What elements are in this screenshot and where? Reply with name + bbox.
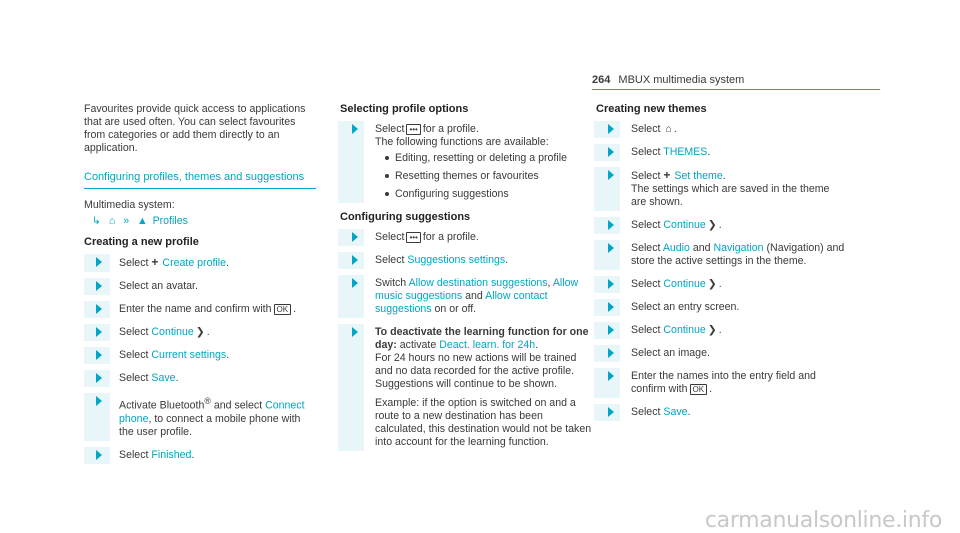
step-select-avatar: Select an avatar. (84, 280, 316, 293)
step-finished: Select Finished. (84, 449, 316, 462)
deact-text-1: For 24 hours no new actions will be trained and no data recorded for the active profile. Suggestions will continue to be shown. (375, 352, 577, 390)
allow-destination-link[interactable]: Allow destination suggestions (408, 277, 548, 289)
home-icon: ⌂ (665, 123, 672, 135)
set-theme-text: The settings which are saved in the theme are shown. (631, 183, 830, 208)
step-arrow-icon (352, 124, 358, 134)
themes-link[interactable]: THEMES (663, 146, 708, 158)
step-arrow-icon (352, 278, 358, 288)
step-arrow-icon (96, 396, 102, 406)
step-arrow-icon (352, 255, 358, 265)
path-profiles: Profiles (152, 215, 188, 227)
step-arrow-icon (608, 170, 614, 180)
step-more-options: Select ••• for a profile. The following functions are available: Editing, resetting or deleting a profile Resetting themes or favourites Configuring suggestions (340, 123, 592, 201)
step-arrow-icon (96, 450, 102, 460)
intro-text: Favourites provide quick access to applications that are used often. You can select favourites from categories or add them directly to an application. (84, 103, 306, 154)
continue-link[interactable]: Continue (663, 219, 706, 231)
step-enter-names: Enter the names into the entry field and confirm with OK . (596, 370, 846, 396)
suggestions-settings-link[interactable]: Suggestions settings (407, 254, 506, 266)
header-rule (592, 89, 880, 90)
chevron-right-icon: ❯ (707, 324, 717, 336)
step-arrow-icon (96, 327, 102, 337)
step-continue: Select Continue ❯ . (84, 326, 316, 339)
column-1 (84, 103, 316, 472)
finished-link[interactable]: Finished (151, 448, 192, 461)
path-label: Multimedia system: (84, 199, 175, 211)
step-arrow-icon (96, 281, 102, 291)
step-arrow-icon (96, 373, 102, 383)
step-audio-navigation: Select Audio and Navigation (Navigation) and store the active settings in the theme. (596, 242, 846, 268)
step-home: Select ⌂ . (596, 123, 846, 136)
step-entry-screen: Select an entry screen. (596, 301, 846, 314)
list-item: Resetting themes or favourites (385, 170, 592, 183)
plus-icon: + (663, 168, 671, 182)
chevron-right-icon: ❯ (707, 219, 717, 231)
allow-music-link[interactable]: Allow music suggestions (375, 277, 579, 302)
step-arrow-icon (96, 257, 102, 267)
person-icon: ▲ (137, 215, 148, 227)
step-save-theme: Select Save. (596, 406, 846, 419)
step-arrow-icon (96, 350, 102, 360)
step-bluetooth: Activate Bluetooth® and select Connect phone, to connect a mobile phone with the user profile. (84, 395, 316, 439)
step-continue-2: Select Continue ❯ . (596, 278, 846, 291)
double-chevron-icon: » (123, 215, 130, 227)
more-dots-icon: ••• (406, 232, 420, 243)
allow-contact-link[interactable]: Allow contact suggestions (375, 290, 548, 315)
save-link[interactable]: Save (151, 372, 176, 384)
continue-link[interactable]: Continue (151, 326, 194, 338)
step-arrow-icon (608, 220, 614, 230)
ok-key: OK (274, 304, 292, 315)
step-save: Select Save. (84, 372, 316, 385)
step-arrow-icon (608, 124, 614, 134)
step-create-profile: Select + Create profile. (84, 256, 316, 270)
connect-phone-link[interactable]: Connect phone (119, 399, 305, 425)
deact-text-2: Example: if the option is switched on and a route to a new destination has been calculated, this destination would not be taken into account for the learning function. (375, 397, 592, 448)
watermark: carmanualsonline.info (704, 508, 942, 533)
step-arrow-icon (608, 243, 614, 253)
continue-link[interactable]: Continue (663, 324, 706, 336)
step-arrow-icon (608, 279, 614, 289)
more-dots-icon: ••• (406, 124, 420, 135)
step-switch-suggestions: Switch Allow destination suggestions, Allow music suggestions and Allow contact suggestions on or off. (340, 277, 592, 316)
new-themes-heading: Creating new themes (596, 103, 707, 115)
set-theme-link[interactable]: Set theme (674, 170, 723, 182)
create-profile-heading: Creating a new profile (84, 236, 199, 248)
step-select-image: Select an image. (596, 347, 846, 360)
configuring-suggestions-heading: Configuring suggestions (340, 211, 471, 223)
functions-list (385, 152, 592, 201)
step-enter-name: Enter the name and confirm with OK . (84, 303, 316, 316)
step-current-settings: Select Current settings. (84, 349, 316, 362)
deact-learn-link[interactable]: Deact. learn. for 24h (439, 339, 536, 351)
step-themes: Select THEMES. (596, 146, 846, 159)
path-arrow-icon: ↳ (92, 215, 101, 227)
chevron-right-icon: ❯ (707, 278, 717, 290)
step-arrow-icon (608, 325, 614, 335)
step-suggestions-settings: Select Suggestions settings. (340, 254, 592, 267)
page-header (592, 74, 744, 87)
ok-key: OK (690, 384, 708, 395)
step-deactivate-learning: To deactivate the learning function for one day: activate Deact. learn. for 24h. For 24 hours no new actions will be trained and no data recorded for the active profile. Suggestions will continue to be shown. Example: if the option is switched on and a route to a new destination has been calculated, this destination would not be taken into account for the learning function. (340, 326, 592, 449)
step-set-theme: Select + Set theme. The settings which are saved in the theme are shown. (596, 169, 846, 209)
section-title: Configuring profiles, themes and suggestions (84, 171, 316, 189)
step-arrow-icon (352, 232, 358, 242)
list-item: Editing, resetting or deleting a profile (385, 152, 592, 165)
step-arrow-icon (352, 327, 358, 337)
navigation-link[interactable]: Navigation (713, 242, 764, 254)
page-number: 264 (592, 74, 611, 86)
list-item: Configuring suggestions (385, 188, 592, 201)
column-3 (596, 103, 846, 429)
step-arrow-icon (608, 407, 614, 417)
profile-options-heading: Selecting profile options (340, 103, 469, 115)
step-arrow-icon (608, 371, 614, 381)
plus-icon: + (151, 255, 159, 269)
current-settings-link[interactable]: Current settings (151, 349, 227, 361)
menu-path (92, 215, 316, 228)
step-continue-1: Select Continue ❯ . (596, 219, 846, 232)
step-arrow-icon (96, 304, 102, 314)
step-arrow-icon (608, 348, 614, 358)
chevron-right-icon: ❯ (195, 326, 205, 338)
column-2 (340, 103, 592, 459)
create-profile-link[interactable]: Create profile (162, 257, 227, 269)
functions-text: The following functions are available: (375, 136, 549, 148)
step-arrow-icon (608, 302, 614, 312)
save-link[interactable]: Save (663, 406, 688, 418)
step-continue-3: Select Continue ❯ . (596, 324, 846, 337)
step-more-options-2: Select ••• for a profile. (340, 231, 592, 244)
continue-link[interactable]: Continue (663, 278, 706, 290)
home-icon: ⌂ (108, 215, 116, 227)
audio-link[interactable]: Audio (662, 242, 690, 254)
header-title: MBUX multimedia system (618, 74, 745, 86)
step-arrow-icon (608, 147, 614, 157)
